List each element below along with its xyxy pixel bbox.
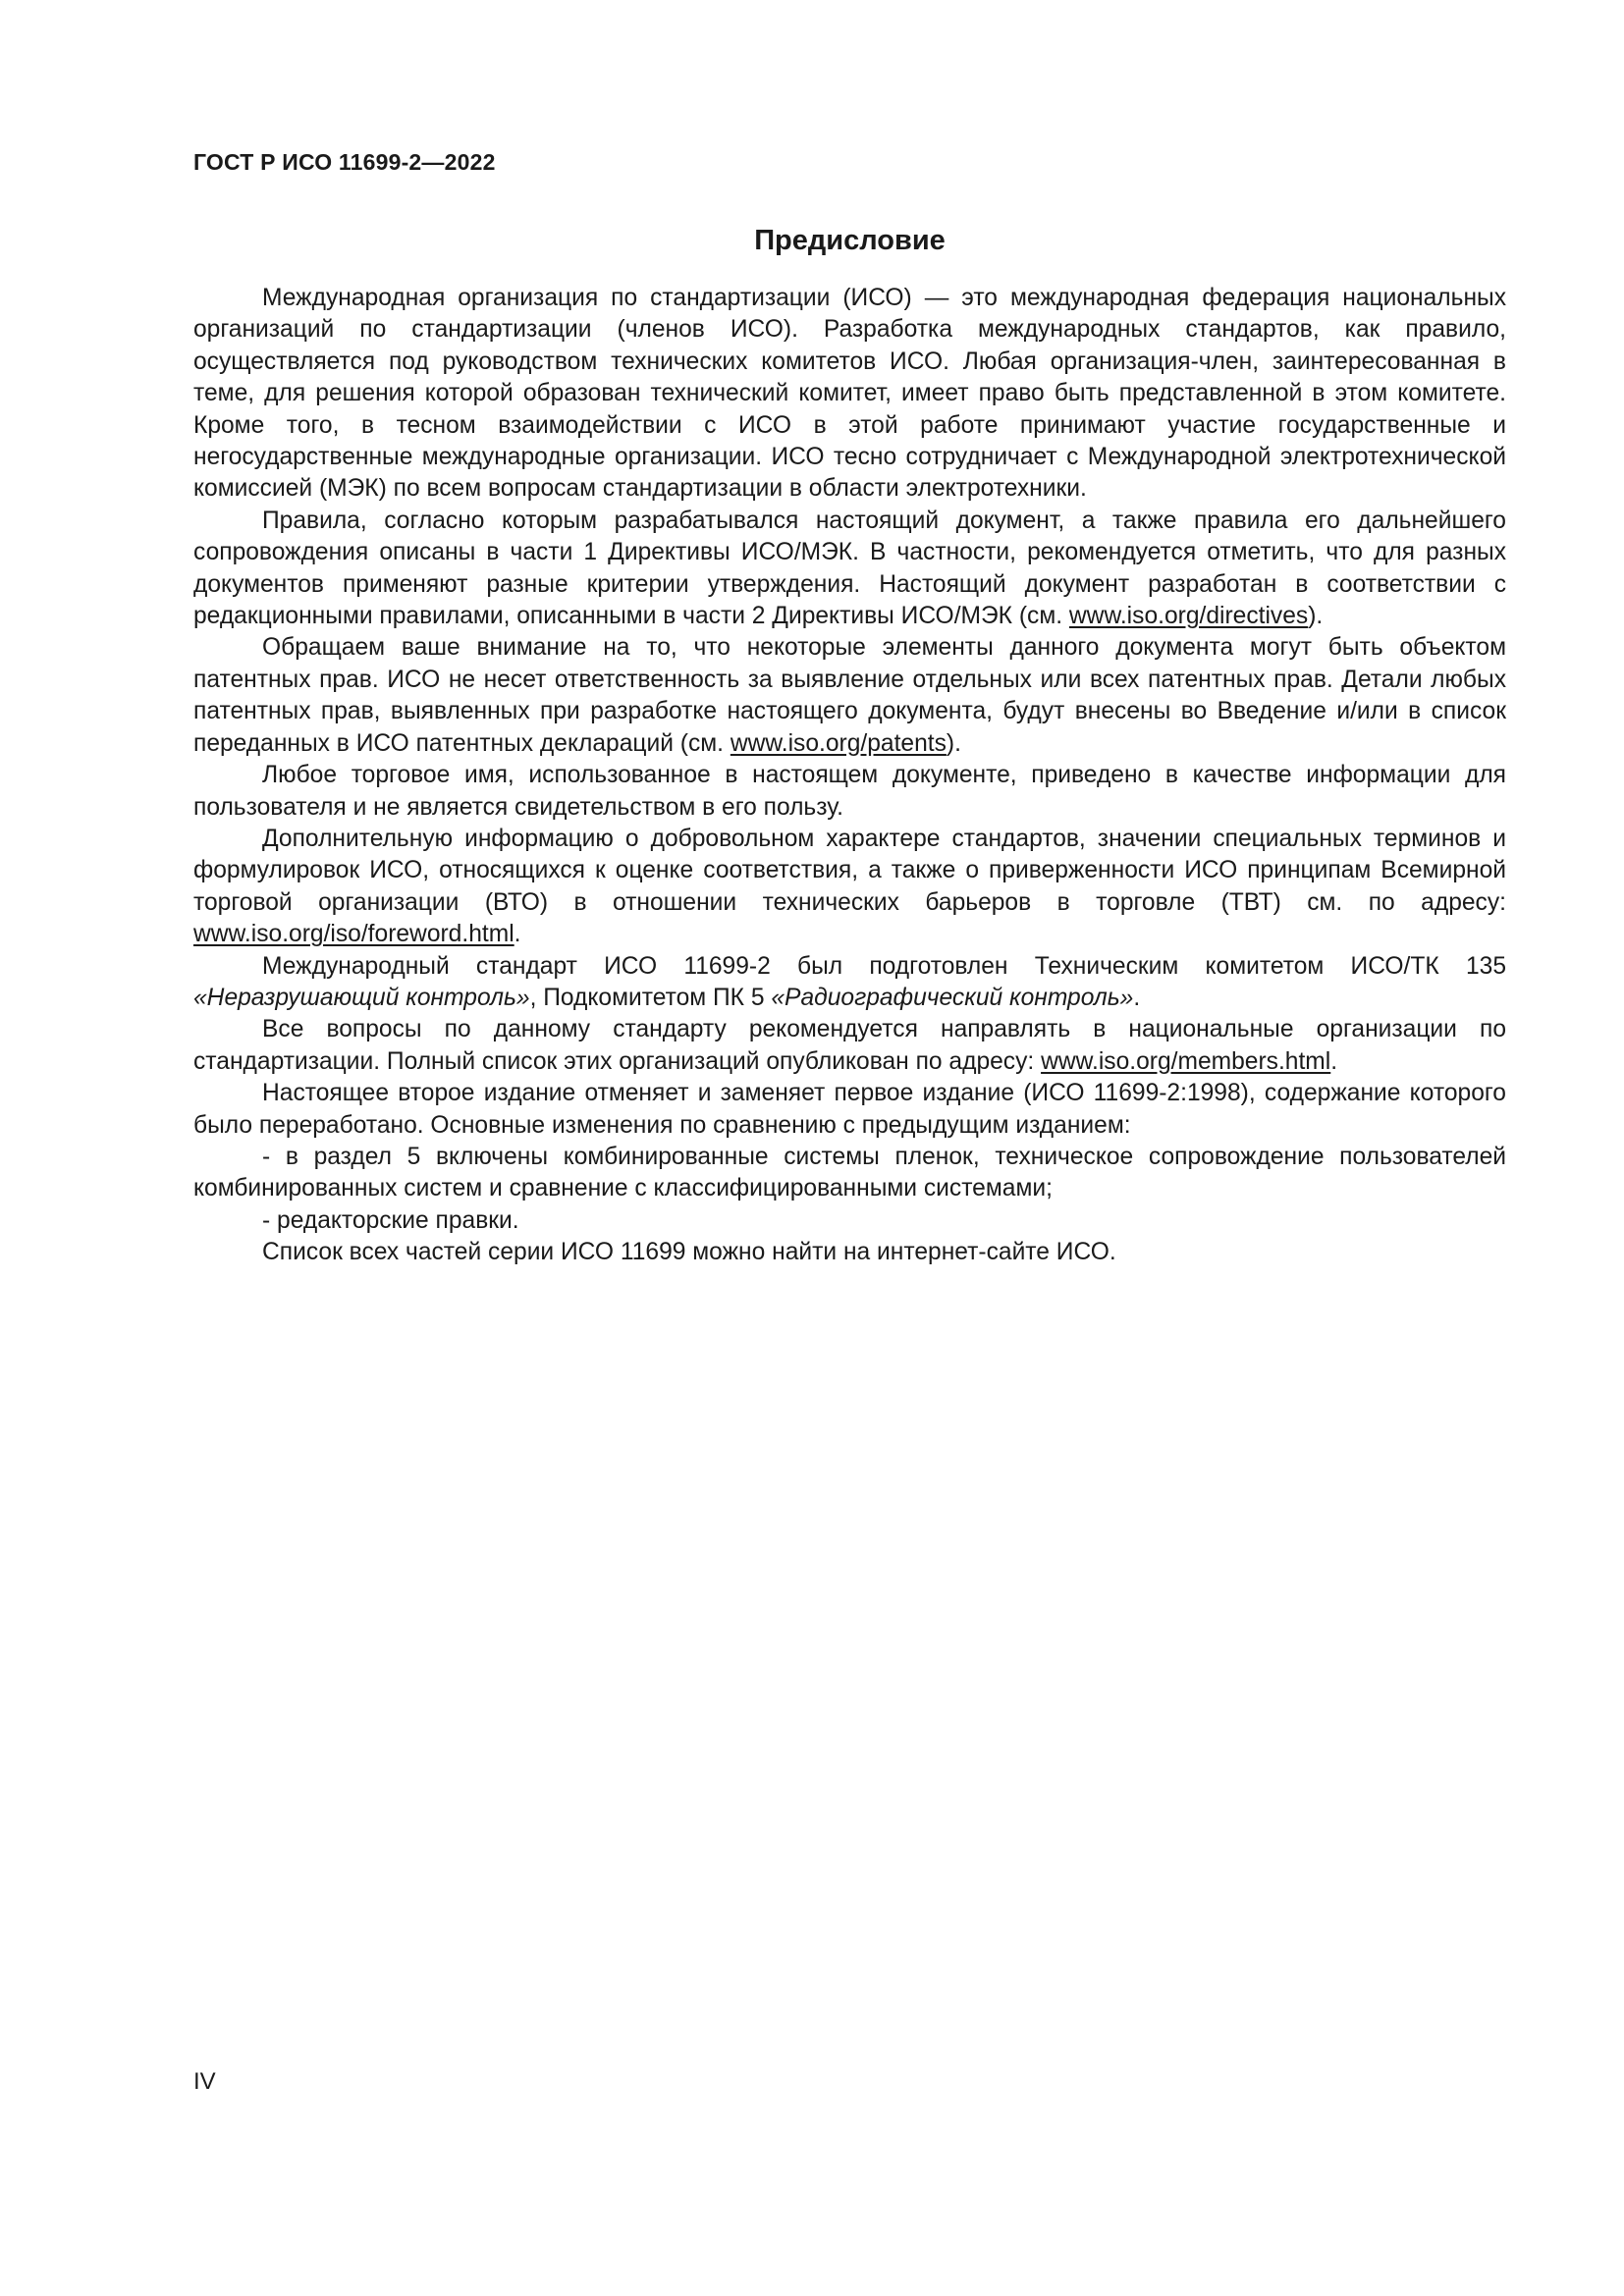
page-title: Предисловие (754, 225, 946, 256)
paragraph-text: . (514, 921, 521, 948)
paragraph-text: Дополнительную информацию о добровольном характере стандартов, значении специальных терминов и формулировок ИСО, относящихся к оценке соответствия, а также о приверженности ИСО принципам Всемирной торговой организации (ВТО) в отношении технических барьеров в торговле (ТВТ) см. по адресу: (193, 825, 1506, 916)
paragraph-text: Международный стандарт ИСО 11699-2 был подготовлен Техническим комитетом ИСО/ТК 135 (262, 952, 1506, 980)
directives-link[interactable]: www.iso.org/directives (1068, 603, 1309, 630)
paragraph-text: . (1133, 984, 1141, 1011)
paragraph-text: Все вопросы по данному стандарту рекомендуется направлять в национальные организации по стандартизации. Полный список этих организаций опубликован по адресу: (193, 1016, 1506, 1075)
foreword-link[interactable]: www.iso.org/iso/foreword.html (193, 921, 514, 948)
patents-link[interactable]: www.iso.org/patents (730, 729, 947, 757)
paragraph-iso-intro: Международная организация по стандартизации (ИСО) — это международная федерация национальных организаций по стандартизации (членов ИСО). Разработка международных стандартов, как правило, осуществляется под руководством технических комитетов ИСО. Любая организация-член, заинтересованная в теме, для решения которой образован технический комитет, имеет право быть представленной в этом комитете. Кроме того, в тесном взаимодействии с ИСО в этой работе принимают участие государственные и негосударственные международные организации. ИСО тесно сотрудничает с Международной электротехнической комиссией (МЭК) по всем вопросам стандартизации в области электротехники. (193, 285, 1506, 503)
members-link[interactable]: www.iso.org/members.html (1041, 1047, 1331, 1075)
paragraph-edition: Настоящее второе издание отменяет и заменяет первое издание (ИСО 11699-2:1998), содержание которого было переработано. Основные изменения по сравнению с предыдущим изданием: (193, 1080, 1506, 1139)
paragraph-text: , Подкомитетом ПК 5 (529, 984, 772, 1011)
paragraph-rules (193, 506, 1506, 633)
paragraph-committee (193, 951, 1506, 1015)
paragraph-text: . (1330, 1047, 1338, 1075)
committee-name: «Неразрушающий контроль» (193, 984, 530, 1011)
list-item-changes-1: - в раздел 5 включены комбинированные системы пленок, техническое сопровождение пользователей комбинированных систем и сравнение с классифицированными системами; (193, 1143, 1506, 1202)
foreword-body (193, 283, 1506, 1269)
paragraph-members (193, 1014, 1506, 1078)
paragraph-text: ). (946, 729, 961, 757)
paragraph-series: Список всех частей серии ИСО 11699 можно найти на интернет-сайте ИСО. (262, 1239, 1116, 1266)
paragraph-text: Правила, согласно которым разрабатывался настоящий документ, а также правила его дальнейшего сопровождения описаны в части 1 Директивы ИСО/МЭК. В частности, рекомендуется отметить, что для разных документов применяют разные критерии утверждения. Настоящий документ разработан в соответствии с редакционными правилами, описанными в части 2 Директивы ИСО/МЭК (см. (193, 507, 1506, 630)
paragraph-patents (193, 632, 1506, 760)
paragraph-text: ). (1308, 603, 1324, 630)
paragraph-text: Обращаем ваше внимание на то, что некоторые элементы данного документа могут быть объектом патентных прав. ИСО не несет ответственность за выявление отдельных или всех патентных прав. Детали любых патентных прав, выявленных при разработке настоящего документа, будут внесены во Введение и/или в список переданных в ИСО патентных деклараций (см. (193, 634, 1506, 757)
subcommittee-name: «Радиографический контроль» (771, 984, 1134, 1011)
page-number: IV (193, 2068, 216, 2095)
document-header: ГОСТ Р ИСО 11699-2—2022 (193, 149, 496, 175)
list-item-changes-2: - редакторские правки. (262, 1206, 519, 1234)
paragraph-wto (193, 824, 1506, 951)
paragraph-trade-names: Любое торговое имя, использованное в настоящем документе, приведено в качестве информации для пользователя и не является свидетельством в его пользу. (193, 762, 1506, 821)
